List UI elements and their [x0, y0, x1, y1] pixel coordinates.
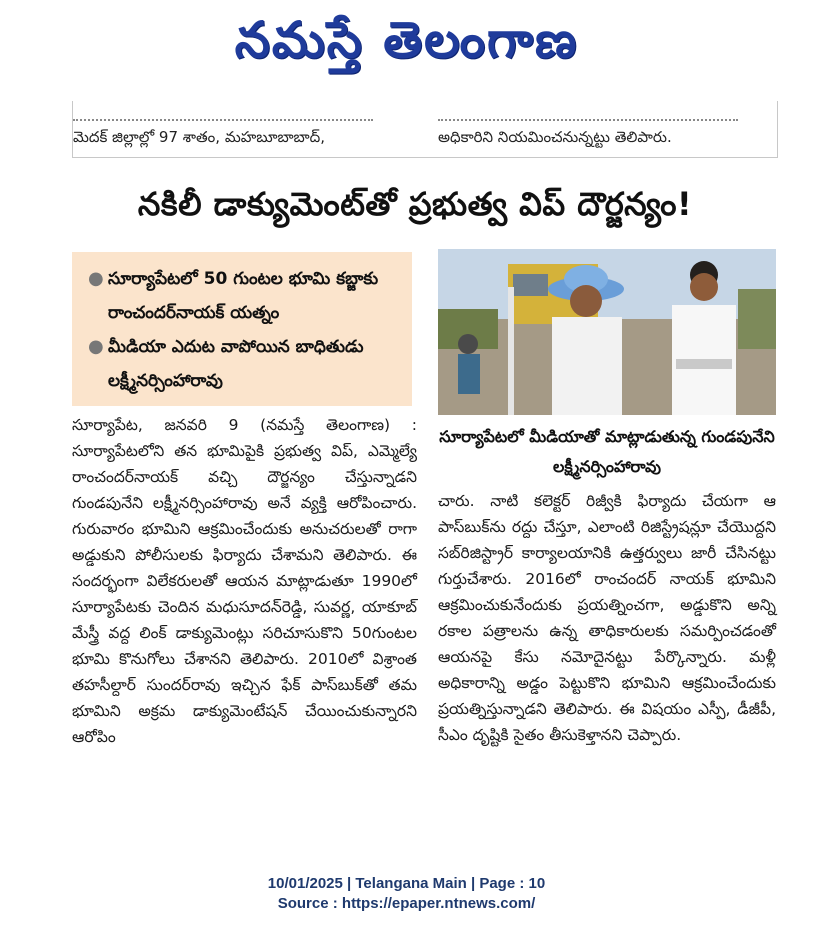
- highlight-item: ● సూర్యాపేటలో 50 గుంటల భూమి కబ్జాకు రాంచందర్‌నాయక్ యత్నం: [84, 262, 400, 330]
- article-left-text: సూర్యాపేట, జనవరి 9 (నమస్తే తెలంగాణ) : సూర్యాపేటలోని తన భూమిపైకి ప్రభుత్వ విప్, ఎమ్మెల్యే రాంచందర్‌నాయక్ వచ్చి దౌర్జన్యం చేస్తున్నాడని గుండపునేని లక్ష్మీనర్సింహారావు అనే వ్యక్తి ఆరోపించారు. గురువారం భూమిని ఆక్రమించేందుకు అనుచరులతో రాగా అడ్డుకుని పోలీసులకు ఫిర్యాదు చేశామని తెలిపారు. ఈ సందర్భంగా విలేకరులతో ఆయన మాట్లాడుతూ 1990లో సూర్యాపేటకు చెందిన మధుసూదన్‌రెడ్డి, సువర్ణ, యాకూబ్ మేస్త్రీ వద్ద లింక్ డాక్యుమెంట్లు సరిచూసుకొని 50గుంటల భూమి కొనుగోలు చేశానని తెలిపారు. 2010లో విశ్రాంత తహసీల్దార్ సుందర్‌రావు ఇచ్చిన ఫేక్ పాస్‌బుక్‌తో తమ భూమిని అక్రమ డాక్యుమెంటేషన్ చేయించుకున్నారని ఆరోపిం: [72, 416, 417, 746]
- article-column-right: [438, 488, 776, 748]
- article-column-left: [72, 412, 417, 750]
- article-headline: నకిలీ డాక్యుమెంట్‌తో ప్రభుత్వ విప్ దౌర్జన్యం!: [137, 185, 693, 223]
- news-photo: [438, 249, 776, 415]
- highlights-box: [72, 252, 412, 406]
- highlight-item: ● మీడియా ఎదుట వాపోయిన బాధితుడు లక్ష్మీనర్సింహారావు: [84, 330, 400, 398]
- photo-caption: సూర్యాపేటలో మీడియాతో మాట్లాడుతున్న గుండపునేని లక్ష్మీనర్సింహారావు: [439, 427, 775, 476]
- previous-story-box: [72, 101, 778, 158]
- page-footer: [0, 874, 813, 914]
- bullet-icon: ●: [88, 336, 104, 357]
- previous-story-left: [73, 111, 413, 147]
- previous-story-left-line: మెదక్ జిల్లాల్లో 97 శాతం, మహబూబాబాద్,: [73, 128, 325, 146]
- article-right-text: చారు. నాటి కలెక్టర్ రిజ్వీకి ఫిర్యాదు చేయగా ఆ పాస్‌బుక్‌ను రద్దు చేస్తూ, ఎలాంటి రిజిస్ట్రేషన్లూ చేయొద్దని సబ్‌రిజిస్ట్రార్ కార్యాలయానికి ఉత్తర్వులు జారీ చేసినట్టు గుర్తుచేశారు. 2016లో రాంచందర్ నాయక్ భూమిని ఆక్రమించుకునేందుకు ప్రయత్నించగా, అడ్డుకొని అన్ని రకాల పత్రాలను ఉన్న తాధికారులకు సమర్పించడంతో ఆయనపై కేసు నమోదైనట్టు పేర్కొన్నారు. మళ్లీ అధికారాన్ని అడ్డం పెట్టుకొని భూమిని ఆక్రమించేందుకు ప్రయత్నిస్తున్నాడని తెలిపారు. ఈ విషయం ఎస్పీ, డీజీపీ, సీఎం దృష్టికి సైతం తీసుకెళ్తానని చెప్పారు.: [438, 492, 776, 744]
- masthead-title: నమస్తే తెలంగాణ: [234, 10, 579, 69]
- footer-date-line: 10/01/2025 | Telangana Main | Page : 10: [267, 875, 546, 892]
- photo-illustration: [438, 249, 776, 415]
- bullet-icon: ●: [88, 268, 104, 289]
- previous-story-right: [438, 111, 768, 147]
- footer-source-link[interactable]: Source : https://epaper.ntnews.com/: [277, 895, 536, 912]
- previous-story-right-line: అధికారిని నియమించనున్నట్టు తెలిపారు.: [438, 128, 672, 146]
